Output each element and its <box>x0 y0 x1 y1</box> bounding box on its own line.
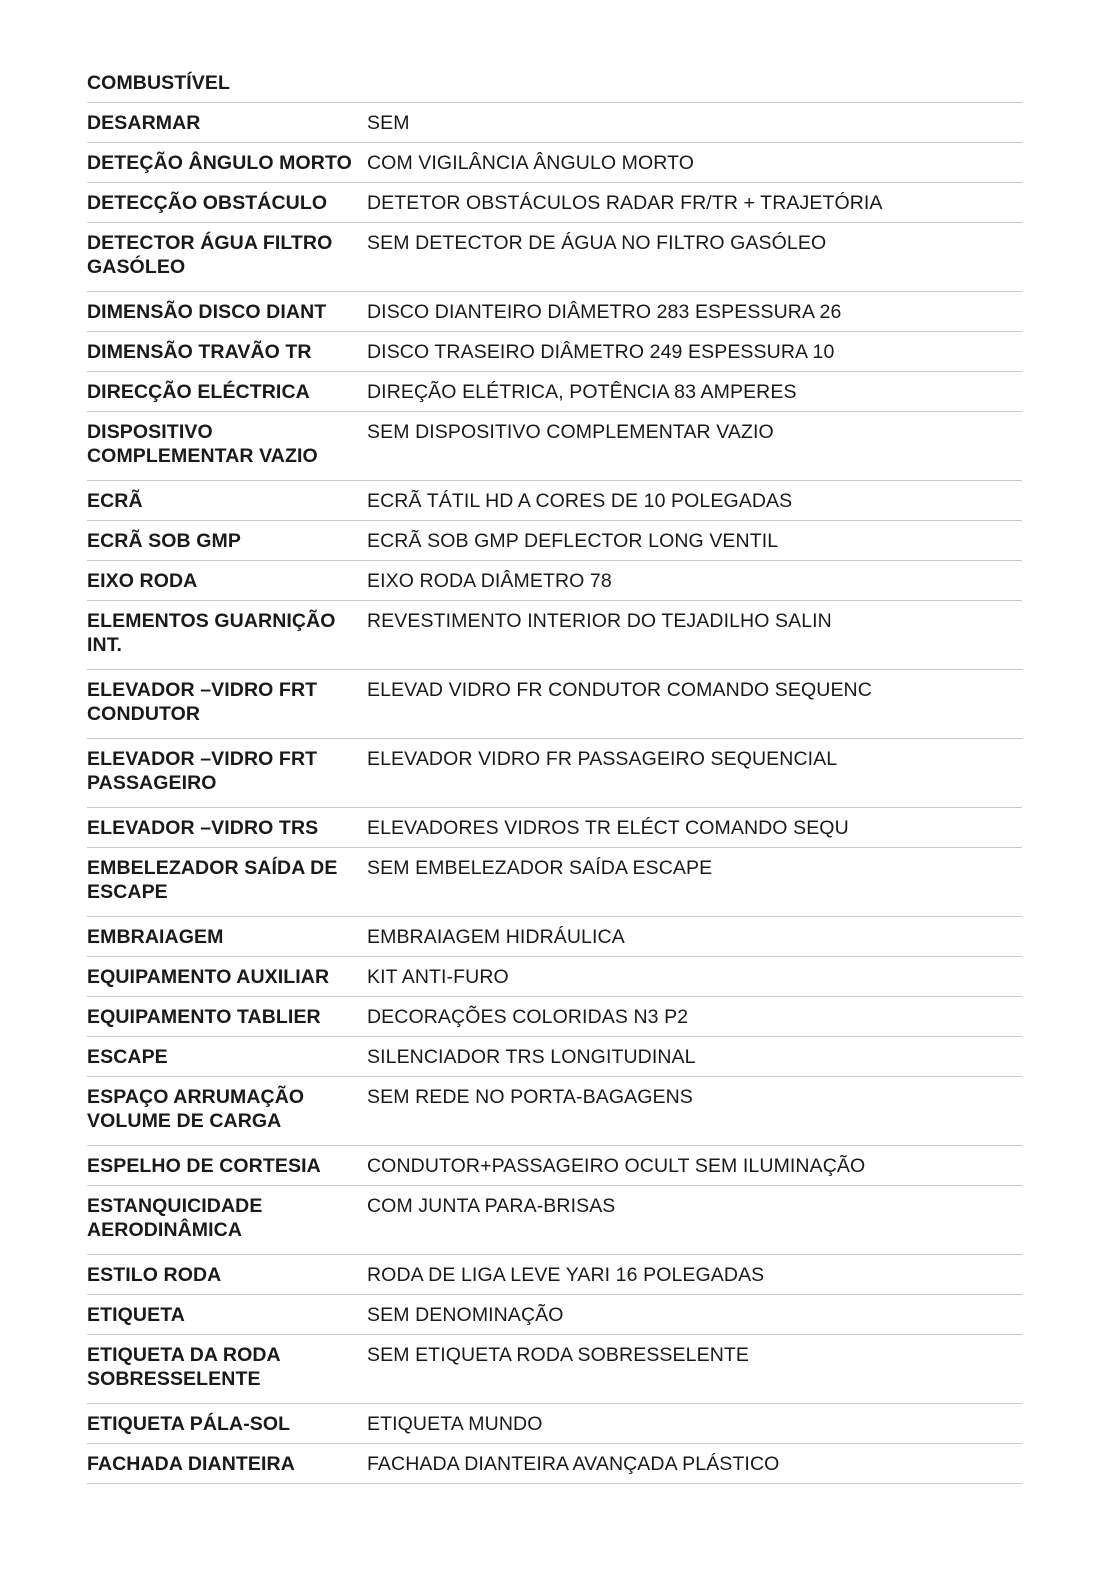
spec-label: ESPELHO DE CORTESIA <box>87 1146 367 1186</box>
spec-row <box>87 1444 1022 1484</box>
spec-row <box>87 1295 1022 1335</box>
spec-row <box>87 739 1022 808</box>
spec-label: ELEMENTOS GUARNIÇÃO INT. <box>87 601 367 670</box>
spec-label: DIMENSÃO TRAVÃO TR <box>87 332 367 372</box>
spec-value: COM VIGILÂNCIA ÂNGULO MORTO <box>367 143 1022 183</box>
spec-label: EIXO RODA <box>87 561 367 601</box>
spec-row <box>87 957 1022 997</box>
spec-value: ETIQUETA MUNDO <box>367 1404 1022 1444</box>
spec-value: ELEVAD VIDRO FR CONDUTOR COMANDO SEQUENC <box>367 670 1022 739</box>
spec-row <box>87 521 1022 561</box>
spec-label: ETIQUETA PÁLA-SOL <box>87 1404 367 1444</box>
spec-row <box>87 848 1022 917</box>
spec-label: EQUIPAMENTO TABLIER <box>87 997 367 1037</box>
spec-row <box>87 223 1022 292</box>
spec-label: DETECÇÃO OBSTÁCULO <box>87 183 367 223</box>
spec-value: CONDUTOR+PASSAGEIRO OCULT SEM ILUMINAÇÃO <box>367 1146 1022 1186</box>
spec-value: FACHADA DIANTEIRA AVANÇADA PLÁSTICO <box>367 1444 1022 1484</box>
spec-label: ESPAÇO ARRUMAÇÃO VOLUME DE CARGA <box>87 1077 367 1146</box>
spec-row <box>87 1404 1022 1444</box>
spec-row <box>87 1146 1022 1186</box>
spec-table-body <box>87 103 1022 1484</box>
spec-value: ECRÃ TÁTIL HD A CORES DE 10 POLEGADAS <box>367 481 1022 521</box>
spec-value: DETETOR OBSTÁCULOS RADAR FR/TR + TRAJETÓRIA <box>367 183 1022 223</box>
spec-label: ESTILO RODA <box>87 1255 367 1295</box>
spec-row <box>87 1186 1022 1255</box>
spec-value: REVESTIMENTO INTERIOR DO TEJADILHO SALIN <box>367 601 1022 670</box>
spec-value: KIT ANTI-FURO <box>367 957 1022 997</box>
spec-value: DIREÇÃO ELÉTRICA, POTÊNCIA 83 AMPERES <box>367 372 1022 412</box>
spec-label: ELEVADOR –VIDRO FRT CONDUTOR <box>87 670 367 739</box>
spec-row <box>87 997 1022 1037</box>
spec-row <box>87 1037 1022 1077</box>
spec-label: ETIQUETA <box>87 1295 367 1335</box>
spec-value: EIXO RODA DIÂMETRO 78 <box>367 561 1022 601</box>
spec-row <box>87 372 1022 412</box>
spec-value: RODA DE LIGA LEVE YARI 16 POLEGADAS <box>367 1255 1022 1295</box>
spec-row <box>87 103 1022 143</box>
spec-label: EMBELEZADOR SAÍDA DE ESCAPE <box>87 848 367 917</box>
spec-label: ESTANQUICIDADE AERODINÂMICA <box>87 1186 367 1255</box>
section-heading: COMBUSTÍVEL <box>87 71 1022 103</box>
spec-label: ECRÃ SOB GMP <box>87 521 367 561</box>
spec-table <box>87 103 1022 1484</box>
spec-label: DETECTOR ÁGUA FILTRO GASÓLEO <box>87 223 367 292</box>
spec-value: SEM EMBELEZADOR SAÍDA ESCAPE <box>367 848 1022 917</box>
spec-row <box>87 917 1022 957</box>
spec-row <box>87 412 1022 481</box>
spec-value: SEM DISPOSITIVO COMPLEMENTAR VAZIO <box>367 412 1022 481</box>
spec-label: DETEÇÃO ÂNGULO MORTO <box>87 143 367 183</box>
spec-value: DECORAÇÕES COLORIDAS N3 P2 <box>367 997 1022 1037</box>
spec-value: DISCO TRASEIRO DIÂMETRO 249 ESPESSURA 10 <box>367 332 1022 372</box>
spec-sheet <box>87 71 1022 1484</box>
spec-row <box>87 601 1022 670</box>
spec-value: ELEVADOR VIDRO FR PASSAGEIRO SEQUENCIAL <box>367 739 1022 808</box>
spec-row <box>87 332 1022 372</box>
spec-row <box>87 1335 1022 1404</box>
spec-label: ELEVADOR –VIDRO TRS <box>87 808 367 848</box>
spec-label: DESARMAR <box>87 103 367 143</box>
spec-row <box>87 561 1022 601</box>
spec-value: SILENCIADOR TRS LONGITUDINAL <box>367 1037 1022 1077</box>
spec-value: ELEVADORES VIDROS TR ELÉCT COMANDO SEQU <box>367 808 1022 848</box>
spec-value: SEM <box>367 103 1022 143</box>
spec-row <box>87 1255 1022 1295</box>
spec-value: SEM ETIQUETA RODA SOBRESSELENTE <box>367 1335 1022 1404</box>
spec-label: ECRÃ <box>87 481 367 521</box>
spec-value: EMBRAIAGEM HIDRÁULICA <box>367 917 1022 957</box>
spec-label: EMBRAIAGEM <box>87 917 367 957</box>
spec-value: DISCO DIANTEIRO DIÂMETRO 283 ESPESSURA 26 <box>367 292 1022 332</box>
spec-row <box>87 292 1022 332</box>
spec-row <box>87 1077 1022 1146</box>
spec-label: ETIQUETA DA RODA SOBRESSELENTE <box>87 1335 367 1404</box>
spec-label: ELEVADOR –VIDRO FRT PASSAGEIRO <box>87 739 367 808</box>
spec-value: SEM REDE NO PORTA-BAGAGENS <box>367 1077 1022 1146</box>
spec-value: SEM DENOMINAÇÃO <box>367 1295 1022 1335</box>
spec-value: COM JUNTA PARA-BRISAS <box>367 1186 1022 1255</box>
spec-label: DISPOSITIVO COMPLEMENTAR VAZIO <box>87 412 367 481</box>
spec-row <box>87 808 1022 848</box>
spec-label: DIRECÇÃO ELÉCTRICA <box>87 372 367 412</box>
spec-label: DIMENSÃO DISCO DIANT <box>87 292 367 332</box>
spec-value: ECRÃ SOB GMP DEFLECTOR LONG VENTIL <box>367 521 1022 561</box>
spec-value: SEM DETECTOR DE ÁGUA NO FILTRO GASÓLEO <box>367 223 1022 292</box>
spec-label: ESCAPE <box>87 1037 367 1077</box>
spec-label: EQUIPAMENTO AUXILIAR <box>87 957 367 997</box>
spec-row <box>87 481 1022 521</box>
spec-row <box>87 143 1022 183</box>
spec-label: FACHADA DIANTEIRA <box>87 1444 367 1484</box>
spec-row <box>87 670 1022 739</box>
spec-row <box>87 183 1022 223</box>
